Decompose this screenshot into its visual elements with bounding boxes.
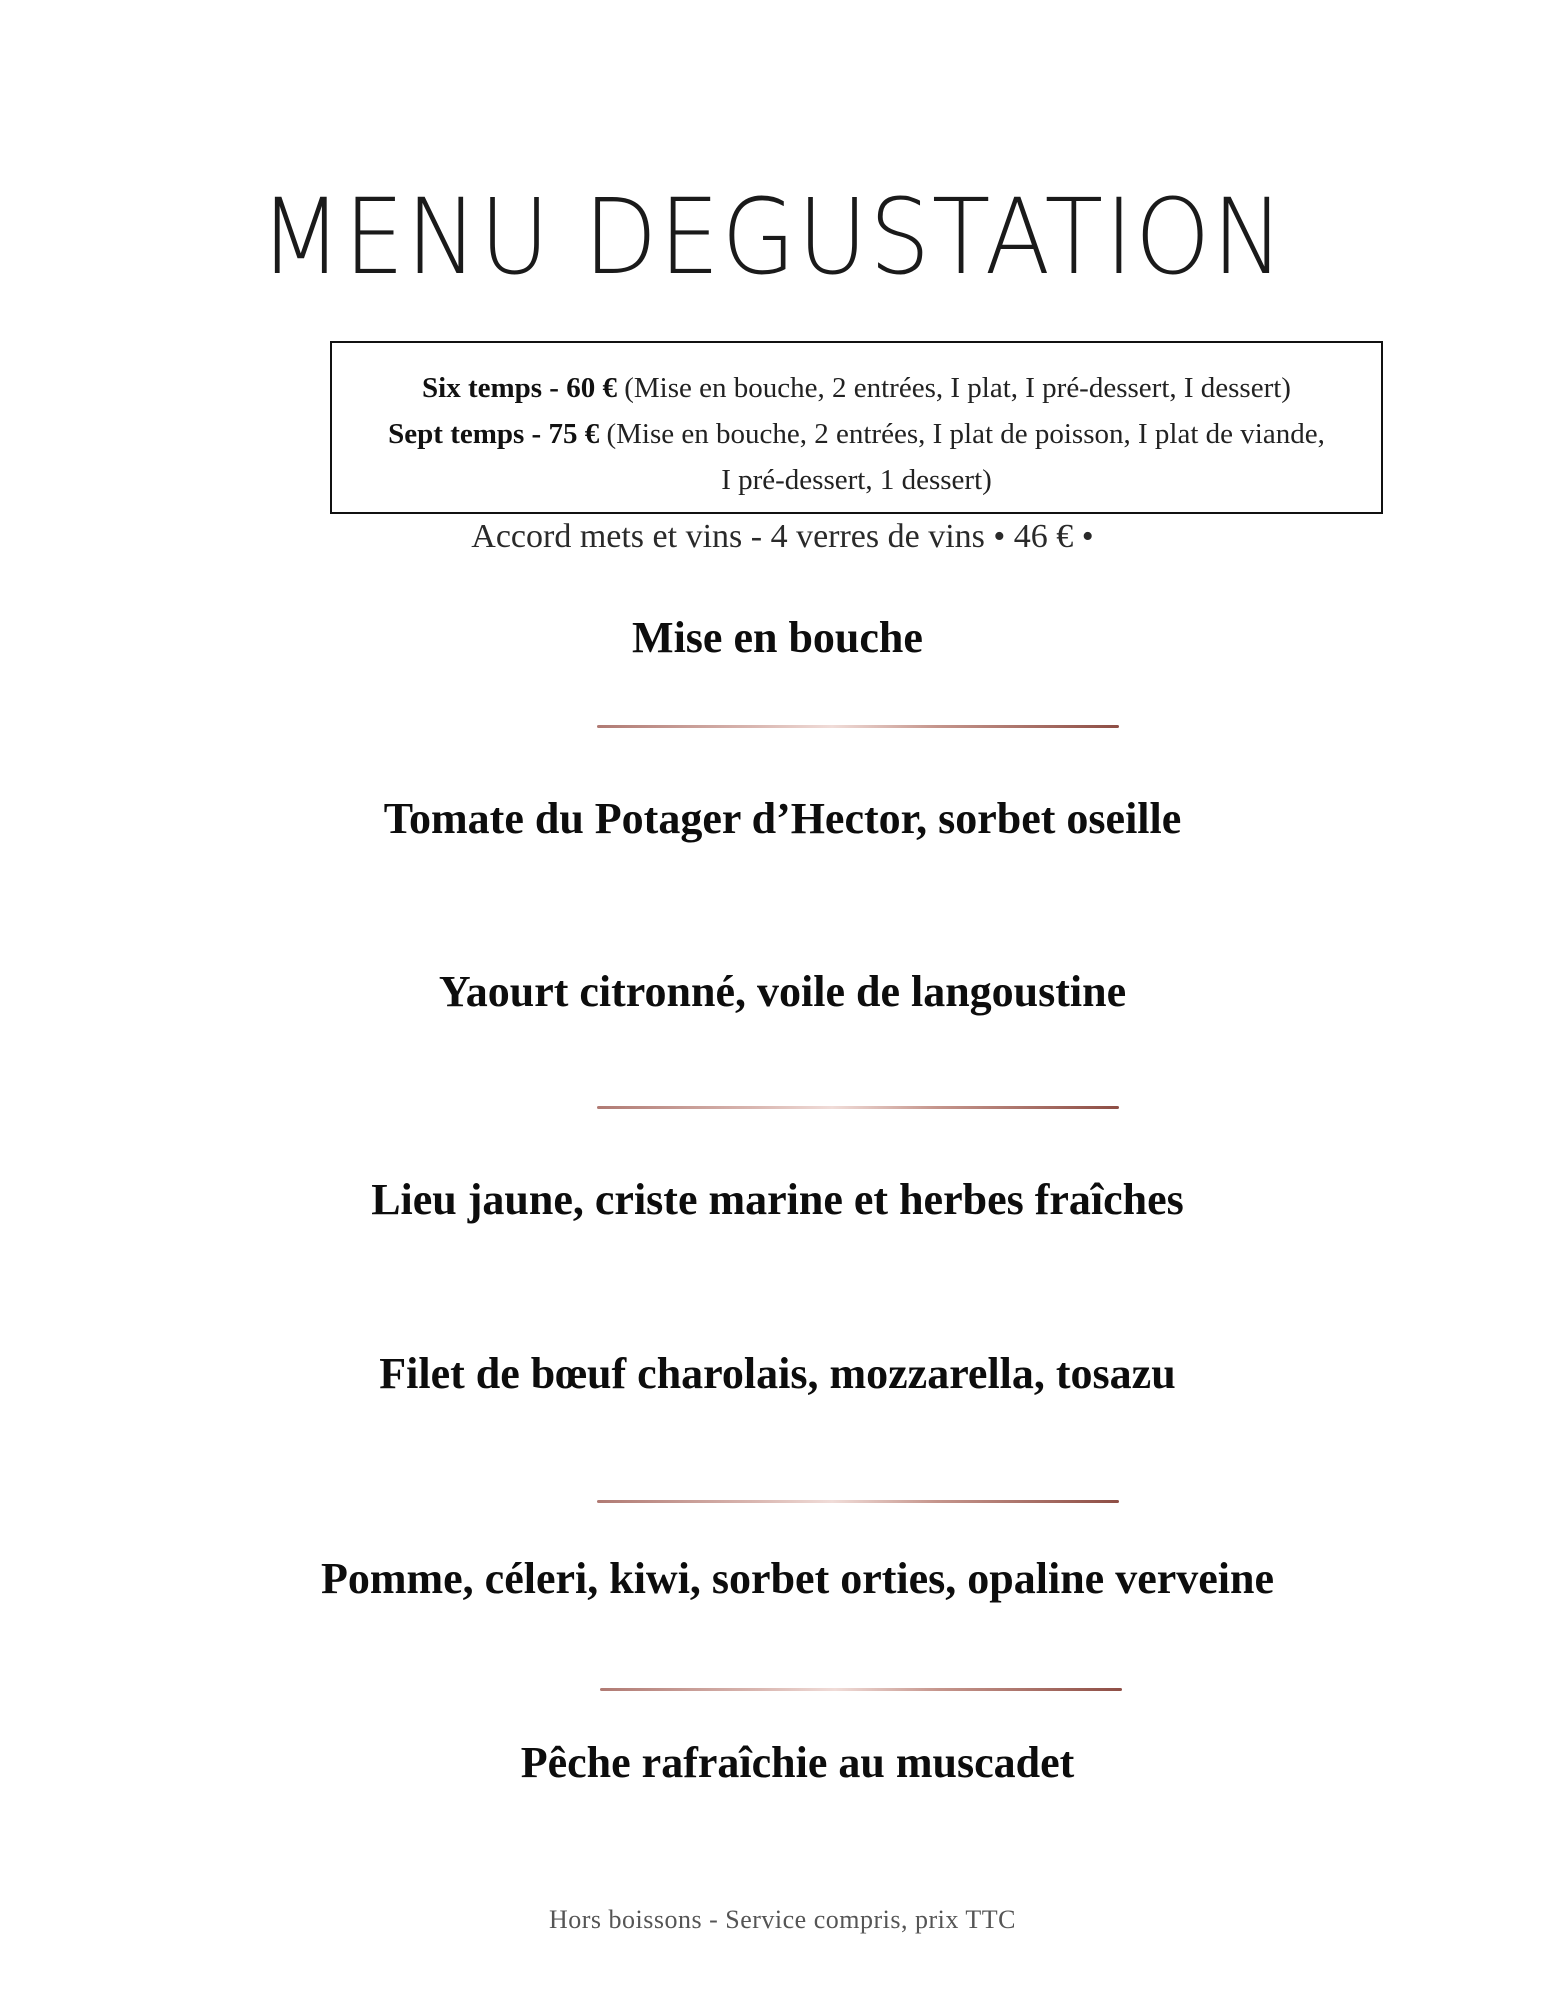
wine-pairing: Accord mets et vins - 4 verres de vins • 46 € • <box>471 518 1094 555</box>
course-viande: Filet de bœuf charolais, mozzarella, tosazu <box>379 1349 1176 1398</box>
menu-title: MENU DEGUSTATION <box>259 176 1286 298</box>
divider <box>600 1688 1122 1691</box>
course-poisson: Lieu jaune, criste marine et herbes fraîches <box>371 1175 1184 1224</box>
pricing-six-detail: (Mise en bouche, 2 entrées, I plat, I pré-dessert, I dessert) <box>616 372 1291 404</box>
pricing-sept-detail-cont: I pré-dessert, 1 dessert) <box>721 464 992 496</box>
divider <box>597 1106 1119 1109</box>
course-entree-2: Yaourt citronné, voile de langoustine <box>438 967 1127 1016</box>
pricing-sept-line <box>332 411 1381 457</box>
pricing-box <box>330 341 1383 514</box>
pricing-six-label: Six temps - 60 € <box>422 372 617 404</box>
course-entree-1: Tomate du Potager d’Hector, sorbet oseille <box>383 794 1182 843</box>
pricing-six-line <box>332 365 1381 411</box>
footer-note: Hors boissons - Service compris, prix TTC <box>548 1905 1017 1934</box>
course-mise-en-bouche: Mise en bouche <box>632 613 923 662</box>
divider <box>597 1500 1119 1503</box>
pricing-sept-label: Sept temps - 75 € <box>388 418 600 450</box>
pricing-sept-detail: (Mise en bouche, 2 entrées, I plat de poisson, I plat de viande, <box>599 418 1325 450</box>
divider <box>597 725 1119 728</box>
course-pre-dessert: Pomme, céleri, kiwi, sorbet orties, opaline verveine <box>320 1554 1275 1603</box>
course-dessert: Pêche rafraîchie au muscadet <box>520 1738 1075 1787</box>
